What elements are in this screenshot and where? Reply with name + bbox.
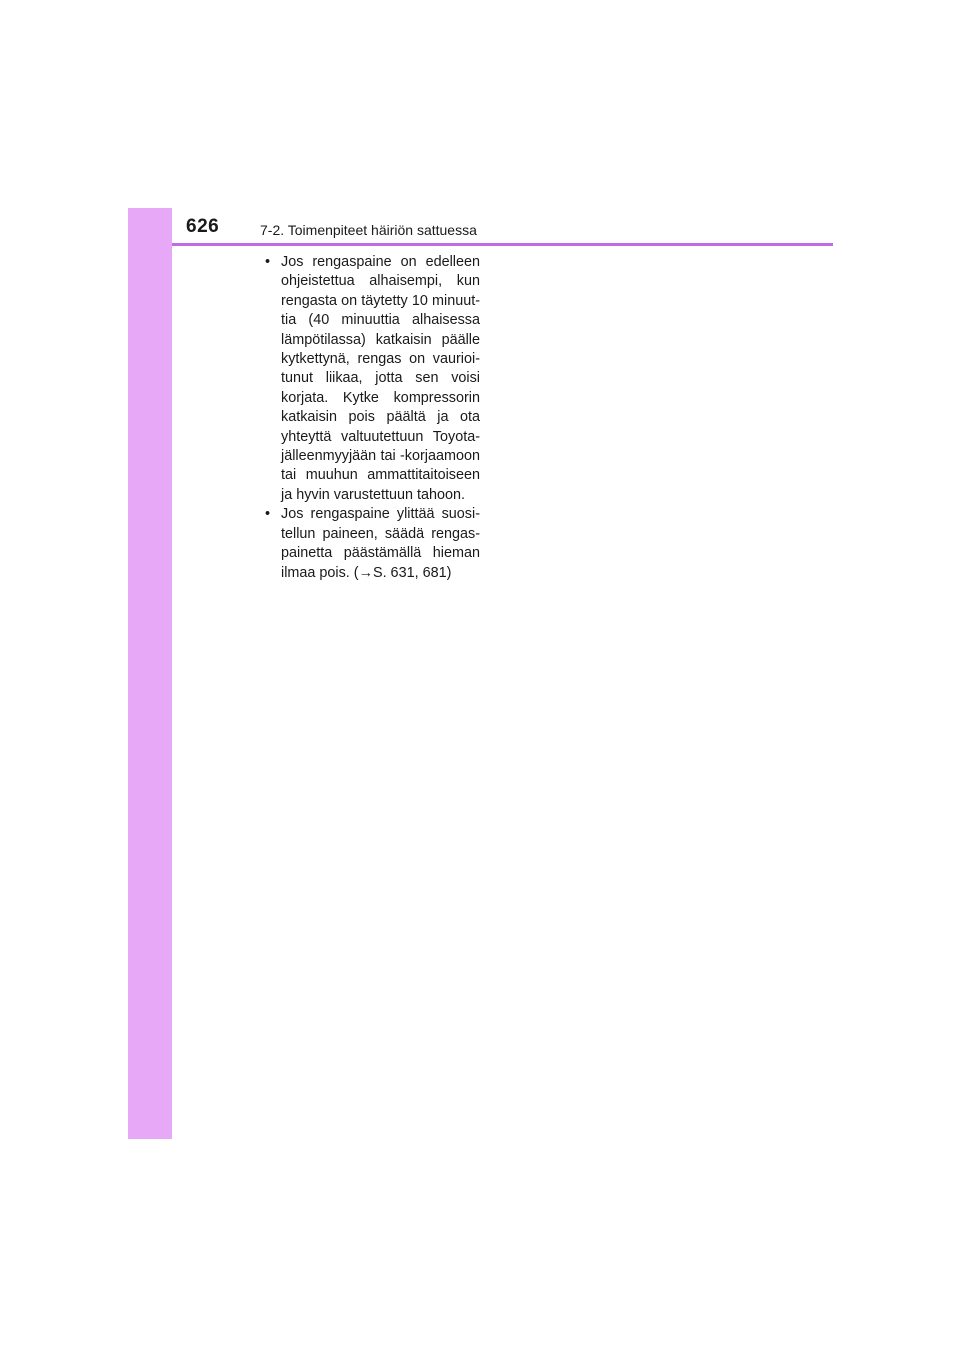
text-line: Jos rengaspaine on edelleen <box>281 254 480 270</box>
text-line: tellun paineen, säädä rengas- <box>281 525 480 542</box>
text-line: painetta päästämällä hieman <box>281 545 480 562</box>
bullet-marker: • <box>265 506 271 523</box>
text-line: katkaisin pois päältä ja ota <box>281 409 480 426</box>
header-rule <box>172 243 833 246</box>
section-title: 7-2. Toimenpiteet häiriön sattuessa <box>260 222 477 238</box>
text-line: ja hyvin varustettuun tahoon. <box>281 486 466 503</box>
text-line: lämpötilassa) katkaisin päälle <box>281 331 480 348</box>
bullet-item <box>263 505 480 583</box>
text-line: korjata. Kytke kompressorin <box>281 389 480 406</box>
text-line: Jos rengaspaine ylittää suosi- <box>281 506 480 523</box>
bullet-text <box>281 505 480 583</box>
bullet-marker: • <box>265 254 271 270</box>
chapter-side-tab <box>128 208 172 1139</box>
page-number: 626 <box>186 216 220 237</box>
text-line: tunut liikaa, jotta sen voisi <box>281 370 480 387</box>
text-line: tia (40 minuuttia alhaisessa <box>281 312 480 329</box>
bullet-item <box>263 253 480 505</box>
text-line: kytkettynä, rengas on vaurioi- <box>281 351 480 368</box>
text-line: yhteyttä valtuutettuun Toyota- <box>281 428 480 445</box>
text-line: jälleenmyyjään tai -korjaamoon <box>281 448 480 465</box>
bullet-text <box>281 253 480 505</box>
body-column <box>263 253 480 583</box>
text-line: ilmaa pois. (→S. 631, 681) <box>281 564 452 581</box>
text-line: tai muuhun ammattitaitoiseen <box>281 467 480 484</box>
text-line: ohjeistettua alhaisempi, kun <box>281 273 480 290</box>
text-line: rengasta on täytetty 10 minuut- <box>281 292 480 309</box>
